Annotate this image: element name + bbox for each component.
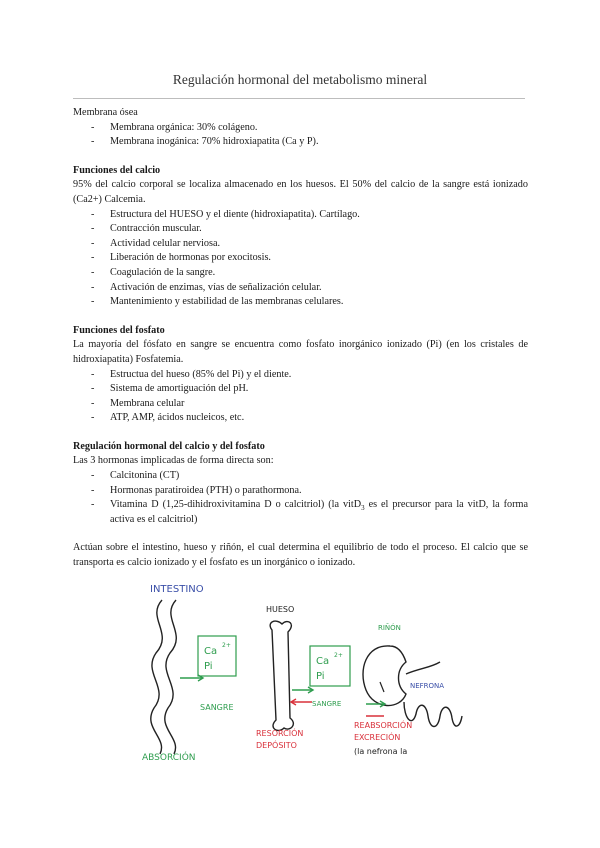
ion-ca: Ca bbox=[316, 656, 330, 667]
calcio-heading: Funciones del calcio bbox=[73, 164, 161, 176]
label-resorcion: RESORCIÓN bbox=[256, 729, 304, 738]
page-title: Regulación hormonal del metabolismo mineral bbox=[172, 72, 428, 87]
ion-ca-charge: 2+ bbox=[222, 642, 231, 649]
list-item: - Membrana inogánica: 70% hidroxiapatita (Ca y P). bbox=[110, 135, 528, 150]
intestine-wall-left bbox=[151, 600, 163, 754]
hand-drawn-diagram bbox=[140, 578, 470, 768]
vitd-text-post: es el precursor para la vitD, la forma activa es el calcitriol) bbox=[110, 499, 528, 525]
list-item: - Contracción muscular. bbox=[110, 222, 528, 237]
nephron-loop bbox=[404, 702, 462, 727]
list-item: - Activación de enzimas, vías de señalización celular. bbox=[110, 281, 528, 296]
list-item: - Liberación de hormonas por exocitosis. bbox=[110, 251, 528, 266]
title-divider bbox=[73, 98, 525, 99]
label-reabsorcion: REABSORCIÓN bbox=[354, 721, 413, 730]
fosfato-list bbox=[73, 368, 528, 426]
vitd-text-pre: Vitamina D (1,25-dihidroxivitamina D o calcitriol) (la vitD bbox=[110, 499, 362, 511]
calcio-list bbox=[73, 208, 528, 310]
list-item: - Calcitonina (CT) bbox=[110, 469, 528, 484]
label-hueso: HUESO bbox=[266, 605, 295, 614]
label-sangre-2: SANGRE bbox=[312, 700, 342, 708]
closing-paragraph: Actúan sobre el intestino, hueso y riñón, el cual determina el equilibrio de todo el proceso. El calcio que se transporta es calcio ionizado y el fosfato es un inorgánico o ionizado. bbox=[73, 542, 528, 569]
list-item: - Estructura del HUESO y el diente (hidroxiapatita). Cartílago. bbox=[110, 208, 528, 223]
ureter-drawing bbox=[406, 662, 440, 674]
label-rinon: RIÑÓN bbox=[378, 624, 401, 632]
list-item: - Membrana celular bbox=[110, 397, 528, 412]
label-nefrona: NEFRONA bbox=[410, 682, 445, 690]
regulacion-intro: Las 3 hormonas implicadas de forma directa son: bbox=[73, 455, 274, 467]
vitd-subscript: 3 bbox=[361, 504, 365, 513]
regulacion-heading: Regulación hormonal del calcio y del fosfato bbox=[73, 440, 265, 452]
calcio-intro: 95% del calcio corporal se localiza almacenado en los huesos. El 50% del calcio de la sangre está ionizado (Ca2+) Calcemia. bbox=[73, 179, 528, 205]
list-item: - Membrana orgánica: 30% colágeno. bbox=[110, 121, 528, 136]
label-deposito: DEPÓSITO bbox=[256, 741, 297, 750]
list-item: - Estructua del hueso (85% del Pi) y el diente. bbox=[110, 368, 528, 383]
label-absorcion: ABSORCIÓN bbox=[142, 753, 196, 763]
intestine-wall-right bbox=[165, 600, 177, 754]
pointer-arrow bbox=[380, 682, 384, 692]
list-item: - Hormonas paratiroidea (PTH) o parathormona. bbox=[110, 484, 528, 499]
label-sangre-1: SANGRE bbox=[200, 703, 234, 712]
list-item: - Sistema de amortiguación del pH. bbox=[110, 382, 528, 397]
ion-pi: Pi bbox=[316, 671, 325, 682]
document-body bbox=[73, 106, 528, 571]
list-item: - Coagulación de la sangre. bbox=[110, 266, 528, 281]
list-item: - Mantenimiento y estabilidad de las membranas celulares. bbox=[110, 295, 528, 310]
ion-pi: Pi bbox=[204, 661, 213, 672]
label-nota: (la nefrona la bbox=[354, 747, 408, 756]
label-excrecion: EXCRECIÓN bbox=[354, 733, 401, 742]
kidney-drawing bbox=[363, 646, 406, 706]
regulacion-list bbox=[73, 469, 528, 527]
list-item: - ATP, AMP, ácidos nucleicos, etc. bbox=[110, 411, 528, 426]
bone-drawing bbox=[270, 621, 293, 730]
fosfato-intro: La mayoría del fósfato en sangre se encuentra como fosfato inorgánico ionizado (Pi) (en los cristales de hidroxiapatita) Fosfatemia. bbox=[73, 339, 528, 365]
membrana-list bbox=[73, 121, 528, 150]
ion-ca-charge: 2+ bbox=[334, 652, 343, 659]
list-item-vitamina-d bbox=[110, 498, 528, 527]
list-item: - Actividad celular nerviosa. bbox=[110, 237, 528, 252]
membrana-heading: Membrana ósea bbox=[73, 107, 138, 118]
label-intestino: INTESTINO bbox=[150, 584, 204, 595]
ion-ca: Ca bbox=[204, 646, 218, 657]
fosfato-heading: Funciones del fosfato bbox=[73, 324, 165, 336]
